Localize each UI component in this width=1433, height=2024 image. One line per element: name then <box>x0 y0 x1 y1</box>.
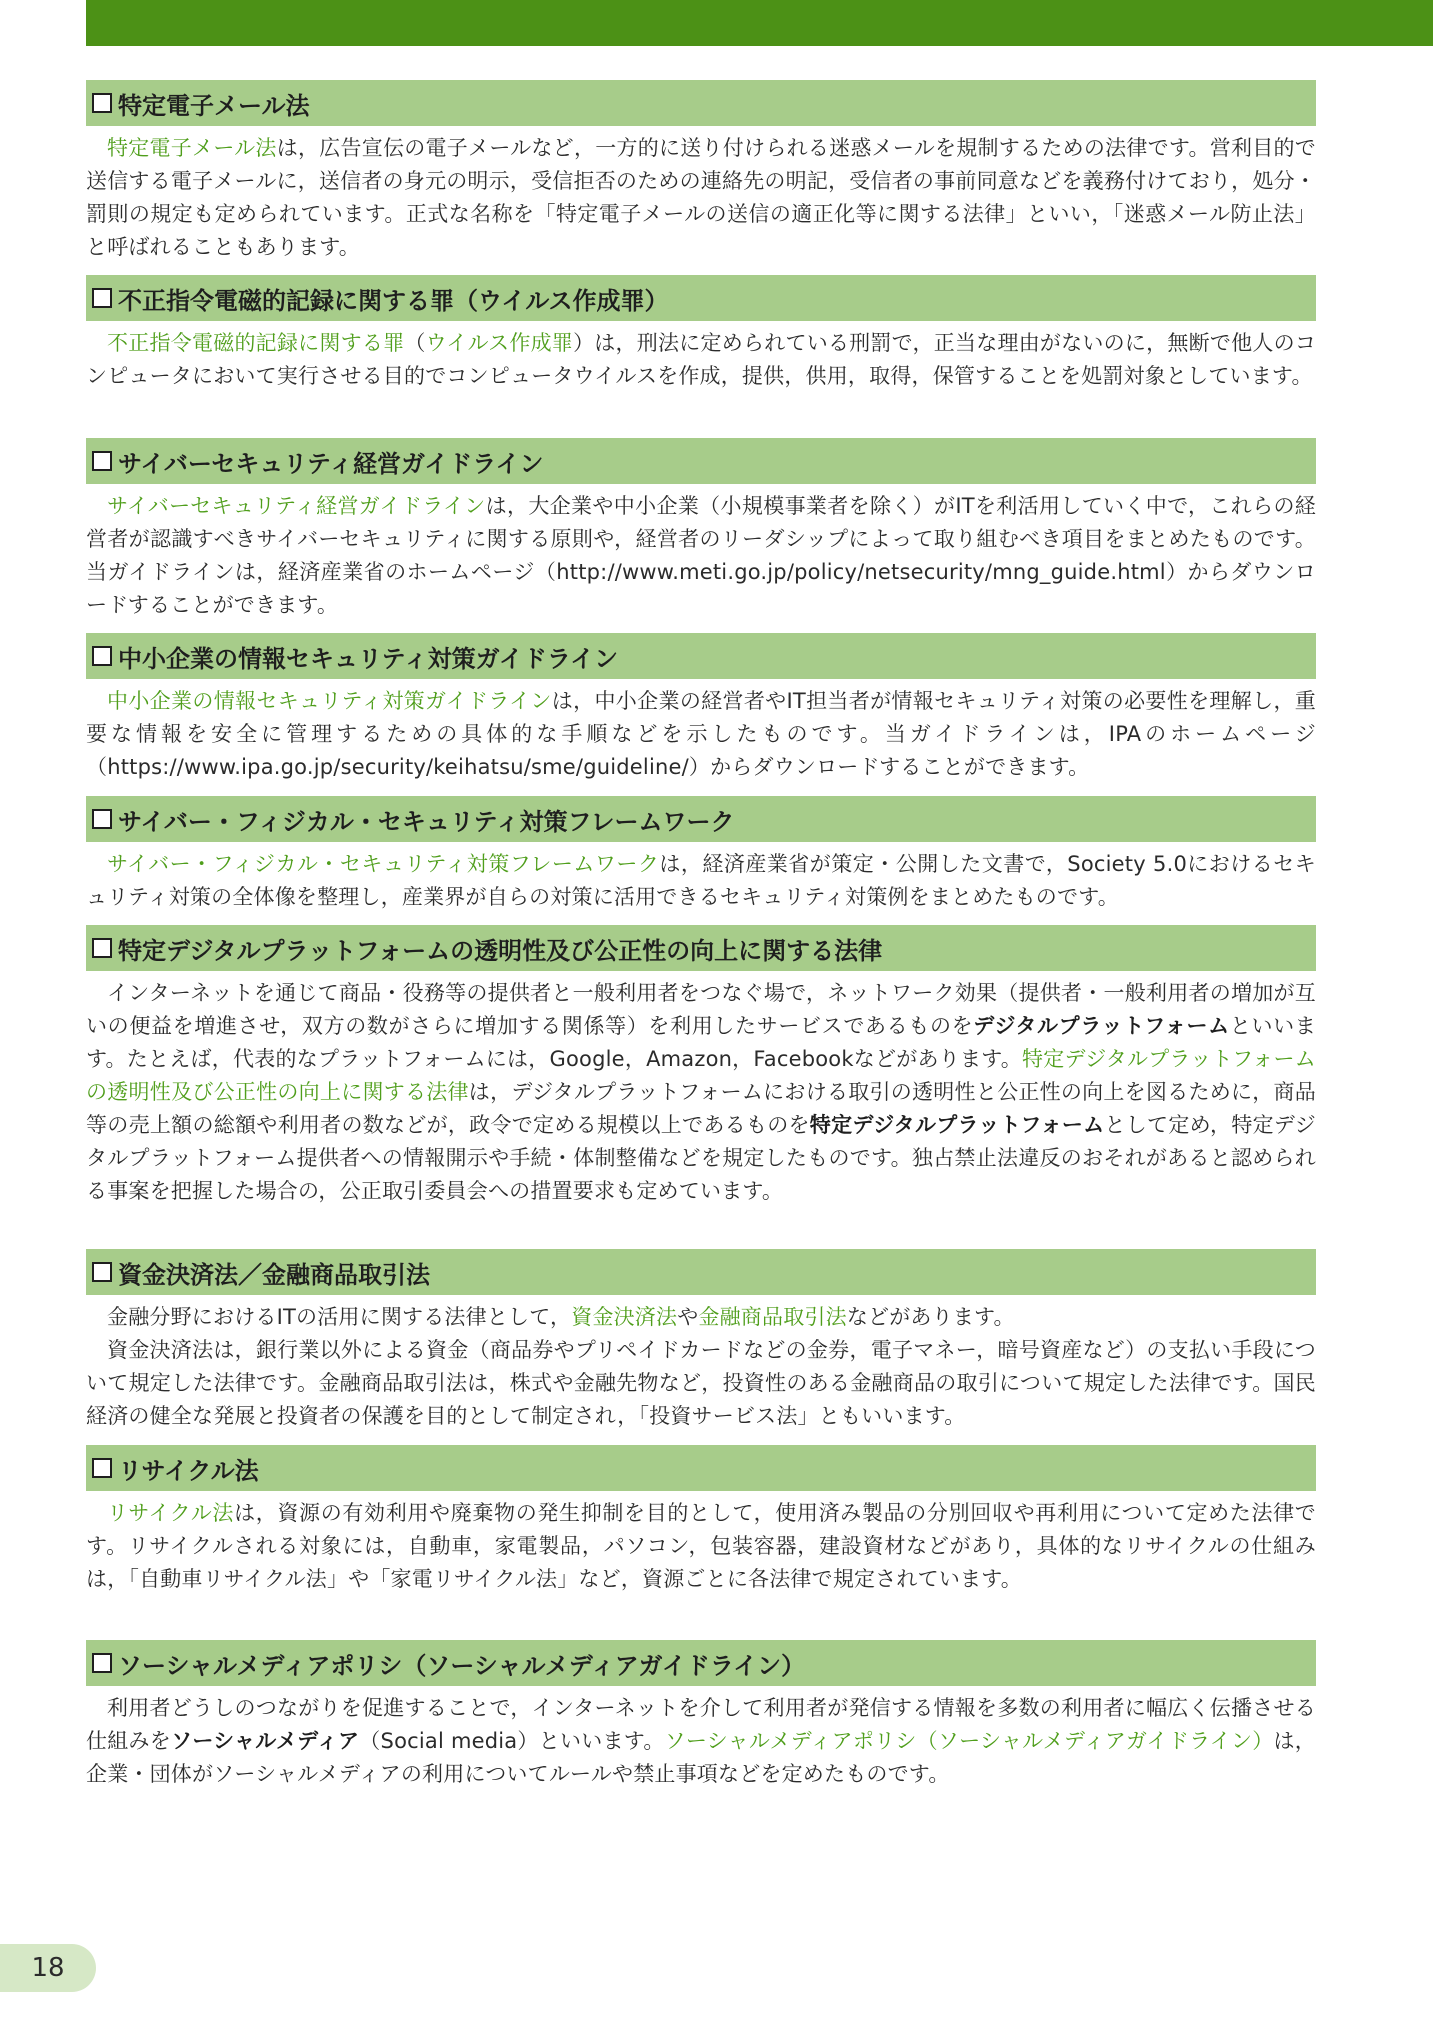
section-heading <box>86 796 1316 842</box>
bold-term: 特定デジタルプラットフォーム <box>809 1113 1105 1137</box>
checkbox-square-icon <box>92 288 112 308</box>
body-text: 金融分野におけるITの活用に関する法律として， <box>107 1305 572 1329</box>
section-body <box>86 327 1316 393</box>
heading-text: 特定電子メール法 <box>118 91 310 120</box>
checkbox-square-icon <box>92 451 112 471</box>
top-color-bar <box>86 0 1433 46</box>
section-body <box>86 1497 1316 1596</box>
key-term: 金融商品取引法 <box>698 1305 847 1329</box>
body-text: といいます。たとえば，代表的なプラットフォームには，Google，Amazon，Facebookなどがあります。 <box>86 1014 1316 1071</box>
section-digital-platform-law <box>86 925 1316 1208</box>
section-heading <box>86 438 1316 484</box>
section-virus-crime <box>86 275 1316 393</box>
body-text: は，大企業や中小企業（小規模事業者を除く）がITを利活用していく中で，これらの経営者が認識すべきサイバーセキュリティに関する原則や，経営者のリーダシップによって取り組むべき項目をまとめたものです。当ガイドラインは，経済産業省のホームページ（http://www.meti.go.jp/policy/netsecurity/mng_guide.html）からダウンロードすることができます。 <box>86 494 1316 617</box>
section-heading <box>86 1640 1316 1686</box>
body-text: は，広告宣伝の電子メールなど，一方的に送り付けられる迷惑メールを規制するための法律です。営利目的で送信する電子メールに，送信者の身元の明示，受信拒否のための連絡先の明記，受信者の事前同意などを義務付けており，処分・罰則の規定も定められています。正式な名称を「特定電子メールの送信の適正化等に関する法律」といい，「迷惑メール防止法」と呼ばれることもあります。 <box>86 136 1316 259</box>
body-text: インターネットを通じて商品・役務等の提供者と一般利用者をつなぐ場で，ネットワーク効果（提供者・一般利用者の増加が互いの便益を増進させ，双方の数がさらに増加する関係等）を利用したサービスであるものを <box>86 981 1316 1038</box>
section-body <box>86 1692 1316 1791</box>
checkbox-square-icon <box>92 938 112 958</box>
section-payment-financial-law <box>86 1249 1316 1433</box>
key-term: サイバー・フィジカル・セキュリティ対策フレームワーク <box>107 852 660 876</box>
body-text: 利用者どうしのつながりを促進することで，インターネットを介して利用者が発信する情報を多数の利用者に幅広く伝播させる仕組みを <box>86 1696 1316 1753</box>
heading-text: 不正指令電磁的記録に関する罪（ウイルス作成罪） <box>118 286 669 315</box>
section-sme-security-guideline <box>86 633 1316 784</box>
body-text: は，デジタルプラットフォームにおける取引の透明性と公正性の向上を図るために，商品等の売上額の総額や利用者の数などが，政令で定める規模以上であるものを <box>86 1080 1316 1137</box>
body-text: は，中小企業の経営者やIT担当者が情報セキュリティ対策の必要性を理解し，重要な情報を安全に管理するための具体的な手順などを示したものです。当ガイドラインは，IPAのホームページ（https://www.ipa.go.jp/security/keihatsu/sme/guideline/）からダウンロードすることができます。 <box>86 689 1316 779</box>
key-term: 不正指令電磁的記録に関する罪 <box>107 331 405 355</box>
checkbox-square-icon <box>92 646 112 666</box>
heading-text: リサイクル法 <box>118 1456 259 1485</box>
section-tokutei-denshi-mail <box>86 80 1316 264</box>
body-paragraph <box>86 327 1316 393</box>
heading-text: 特定デジタルプラットフォームの透明性及び公正性の向上に関する法律 <box>118 936 883 965</box>
key-term: 特定電子メール法 <box>107 136 277 160</box>
key-term: ウイルス作成罪 <box>425 331 574 355</box>
section-body <box>86 685 1316 784</box>
bold-term: デジタルプラットフォーム <box>973 1014 1230 1038</box>
section-heading <box>86 80 1316 126</box>
body-text: は，資源の有効利用や廃棄物の発生抑制を目的として，使用済み製品の分別回収や再利用について定めた法律です。リサイクルされる対象には，自動車，家電製品，パソコン，包装容器，建設資材などがあり，具体的なリサイクルの仕組みは，「自動車リサイクル法」や「家電リサイクル法」など，資源ごとに各法律で規定されています。 <box>86 1501 1317 1591</box>
body-paragraph <box>86 977 1316 1208</box>
body-paragraph <box>86 848 1316 914</box>
heading-text: サイバーセキュリティ経営ガイドライン <box>118 449 544 478</box>
section-cyber-management-guideline <box>86 438 1316 622</box>
heading-text: 中小企業の情報セキュリティ対策ガイドライン <box>118 644 619 673</box>
page-number: 18 <box>0 1944 96 1992</box>
section-body <box>86 490 1316 622</box>
checkbox-square-icon <box>92 1653 112 1673</box>
body-text: などがあります。 <box>846 1305 1015 1329</box>
section-heading <box>86 925 1316 971</box>
body-text: ）は，刑法に定められている刑罰で，正当な理由がないのに，無断で他人のコンピュータにおいて実行させる目的でコンピュータウイルスを作成，提供，供用，取得，保管することを処罰対象としています。 <box>86 331 1317 388</box>
body-paragraph <box>86 132 1316 264</box>
heading-text: 資金決済法／金融商品取引法 <box>118 1260 430 1289</box>
body-text: （ <box>404 331 426 355</box>
section-body <box>86 848 1316 914</box>
section-heading <box>86 1249 1316 1295</box>
checkbox-square-icon <box>92 1262 112 1282</box>
body-text: 資金決済法は，銀行業以外による資金（商品券やプリペイドカードなどの金券，電子マネー，暗号資産など）の支払い手段について規定した法律です。金融商品取引法は，株式や金融先物など，投資性のある金融商品の取引について規定した法律です。国民経済の健全な発展と投資者の保護を目的として制定され，「投資サービス法」ともいいます。 <box>86 1338 1316 1428</box>
heading-text: ソーシャルメディアポリシ（ソーシャルメディアガイドライン） <box>118 1651 806 1680</box>
body-text: として定め，特定デジタルプラットフォーム提供者への情報開示や手続・体制整備などを規定したものです。独占禁止法違反のおそれがあると認められる事案を把握した場合の，公正取引委員会への措置要求も定めています。 <box>86 1113 1316 1203</box>
checkbox-square-icon <box>92 1458 112 1478</box>
section-heading <box>86 633 1316 679</box>
body-paragraph <box>86 1301 1316 1334</box>
section-body <box>86 977 1316 1208</box>
body-paragraph <box>86 685 1316 784</box>
section-heading <box>86 1445 1316 1491</box>
key-term: リサイクル法 <box>107 1501 235 1525</box>
section-heading <box>86 275 1316 321</box>
section-cyber-physical-framework <box>86 796 1316 914</box>
body-text: （Social media）といいます。 <box>359 1729 665 1753</box>
body-paragraph <box>86 1497 1316 1596</box>
key-term: ソーシャルメディアポリシ（ソーシャルメディアガイドライン） <box>664 1729 1274 1753</box>
section-social-media-policy <box>86 1640 1316 1791</box>
key-term: サイバーセキュリティ経営ガイドライン <box>107 494 486 518</box>
bold-term: ソーシャルメディア <box>171 1729 360 1753</box>
section-recycling-law <box>86 1445 1316 1596</box>
key-term: 特定デジタルプラットフォームの透明性及び公正性の向上に関する法律 <box>86 1047 1316 1104</box>
body-paragraph <box>86 1692 1316 1791</box>
section-body <box>86 132 1316 264</box>
body-text: は，企業・団体がソーシャルメディアの利用についてルールや禁止事項などを定めたものです。 <box>86 1729 1316 1786</box>
checkbox-square-icon <box>92 93 112 113</box>
heading-text: サイバー・フィジカル・セキュリティ対策フレームワーク <box>118 807 735 836</box>
key-term: 資金決済法 <box>571 1305 678 1329</box>
key-term: 中小企業の情報セキュリティ対策ガイドライン <box>107 689 552 713</box>
body-text: や <box>677 1305 699 1329</box>
body-paragraph <box>86 490 1316 622</box>
body-paragraph <box>86 1334 1316 1433</box>
section-body <box>86 1301 1316 1433</box>
body-text: は，経済産業省が策定・公開した文書で，Society 5.0におけるセキュリティ対策の全体像を整理し，産業界が自らの対策に活用できるセキュリティ対策例をまとめたものです。 <box>86 852 1316 909</box>
checkbox-square-icon <box>92 809 112 829</box>
